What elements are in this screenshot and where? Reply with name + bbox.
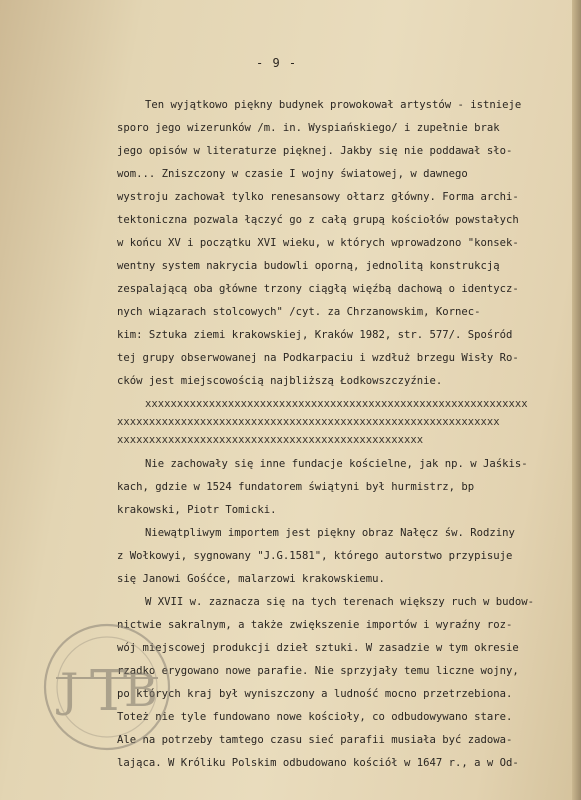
archive-stamp-watermark	[38, 618, 176, 756]
text-line: nych wiązarach stolcowych" /cyt. za Chrzanowskim, Kornec-	[117, 306, 481, 318]
svg-text:B: B	[124, 663, 158, 717]
text-line: po których kraj był wyniszczony a ludność mocno przetrzebiona.	[117, 688, 513, 700]
text-line: Nie zachowały się inne fundacje kościelne, jak np. w Jaśkis-	[145, 458, 528, 470]
text-line: wystroju zachował tylko renesansowy ołtarz główny. Forma archi-	[117, 191, 519, 203]
text-line: tej grupy obserwowanej na Podkarpaciu i wzdłuż brzegu Wisły Ro-	[117, 352, 519, 364]
text-line: zespalającą oba główne trzony ciągłą więźbą dachową o identycz-	[117, 283, 519, 295]
struck-line: xxxxxxxxxxxxxxxxxxxxxxxxxxxxxxxxxxxxxxxxxxxxxxxxxxxxxxxxxxxx	[145, 398, 528, 410]
svg-text:J: J	[60, 663, 79, 717]
text-line: nictwie sakralnym, a także zwiększenie importów i wyraźny roz-	[117, 619, 513, 631]
text-line: krakowski, Piotr Tomicki.	[117, 504, 277, 516]
text-line: się Janowi Gośćce, malarzowi krakowskiemu.	[117, 573, 385, 585]
text-line: kach, gdzie w 1524 fundatorem świątyni był hurmistrz, bp	[117, 481, 475, 493]
text-line: wom... Zniszczony w czasie I wojny światowej, w dawnego	[117, 168, 468, 180]
text-line: z Wołkowyi, sygnowany "J.G.1581", którego autorstwo przypisuje	[117, 550, 513, 562]
text-line: Niewątpliwym importem jest piękny obraz Nałęcz św. Rodziny	[145, 527, 515, 539]
text-line: cków jest miejscowością najbliższą Łodkowszczyźnie.	[117, 375, 443, 387]
text-line: kim: Sztuka ziemi krakowskiej, Kraków 1982, str. 577/. Spośród	[117, 329, 513, 341]
text-line: w końcu XV i początku XVI wieku, w których wprowadzono "konsek-	[117, 237, 519, 249]
text-line: tektoniczna pozwala łączyć go z całą grupą kościołów powstałych	[117, 214, 519, 226]
page-number: - 9 -	[256, 56, 298, 70]
svg-text:T: T	[90, 659, 128, 724]
text-line: Ale na potrzeby tamtego czasu sieć parafii musiała być zadowa-	[117, 734, 513, 746]
text-line: sporo jego wizerunków /m. in. Wyspiańskiego/ i zupełnie brak	[117, 122, 500, 134]
text-line: Ten wyjątkowo piękny budynek prowokował artystów - istnieje	[145, 99, 522, 111]
text-line: wentny system nakrycia budowli oporną, jednolitą konstrukcją	[117, 260, 500, 272]
text-line: lająca. W Króliku Polskim odbudowano kościół w 1647 r., a w Od-	[117, 757, 519, 769]
struck-line: xxxxxxxxxxxxxxxxxxxxxxxxxxxxxxxxxxxxxxxxxxxxxxxxxxxxxxxxxxxx	[117, 416, 500, 428]
text-line: W XVII w. zaznacza się na tych terenach większy ruch w budow-	[145, 596, 535, 608]
text-line: jego opisów w literaturze pięknej. Jakby się nie poddawał sło-	[117, 145, 513, 157]
struck-line: xxxxxxxxxxxxxxxxxxxxxxxxxxxxxxxxxxxxxxxxxxxxxxxx	[117, 434, 424, 446]
text-line: rzadko erygowano nowe parafie. Nie sprzyjały temu liczne wojny,	[117, 665, 519, 677]
text-line: wój miejscowej produkcji dzieł sztuki. W zasadzie w tym okresie	[117, 642, 519, 654]
text-line: Toteż nie tyle fundowano nowe kościoły, co odbudowywano stare.	[117, 711, 513, 723]
